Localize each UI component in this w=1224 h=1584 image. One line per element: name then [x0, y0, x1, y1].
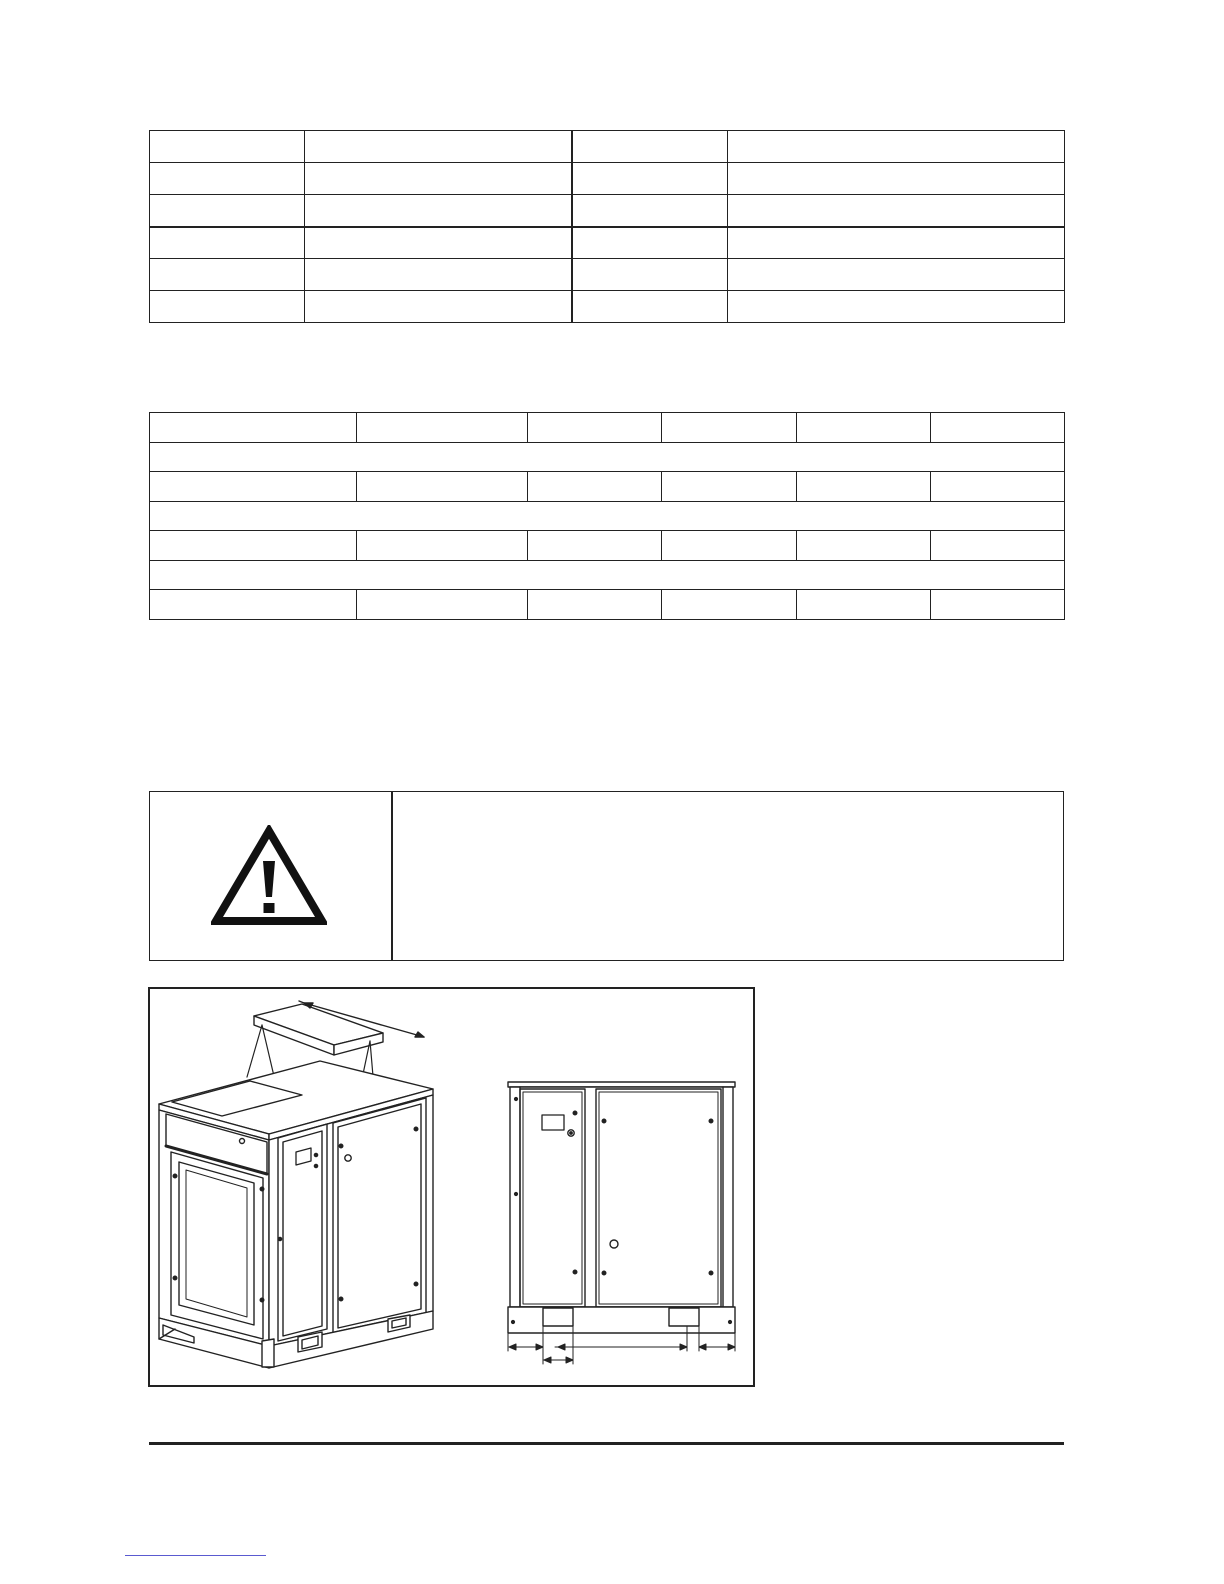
table-cell [528, 531, 662, 561]
table-cell [150, 195, 305, 227]
table-cell [357, 413, 528, 443]
table-cell [528, 472, 662, 502]
table-cell [150, 413, 357, 443]
table-row [150, 195, 1065, 227]
table-cell [572, 227, 728, 259]
table-cell [150, 131, 305, 163]
table-cell [150, 291, 305, 323]
table-cell [662, 472, 797, 502]
compressor-side-face [269, 1095, 433, 1346]
table-cell [728, 195, 1065, 227]
table-cell [305, 259, 572, 291]
table-cell [150, 163, 305, 195]
table-cell [662, 590, 797, 620]
table-cell [150, 472, 357, 502]
warning-icon-cell [150, 792, 393, 960]
table-cell [797, 472, 931, 502]
lifting-beam [254, 1004, 383, 1055]
table-cell [305, 291, 572, 323]
compressor-front-view [508, 1082, 735, 1364]
table-cell [528, 590, 662, 620]
table-row [150, 163, 1065, 195]
compressor-front-face [159, 1110, 269, 1346]
table-cell [150, 531, 357, 561]
table-cell [797, 590, 931, 620]
table-row [150, 590, 1065, 620]
table-cell [528, 413, 662, 443]
table-cell [797, 531, 931, 561]
table-cell [305, 131, 572, 163]
table-row [150, 259, 1065, 291]
table-cell [931, 531, 1065, 561]
table-cell [662, 531, 797, 561]
spec-table-2 [149, 412, 1065, 620]
table-cell [797, 413, 931, 443]
table-cell [357, 531, 528, 561]
table-cell [728, 291, 1065, 323]
table-cell [150, 590, 357, 620]
table-row [150, 131, 1065, 163]
bottom-link-underline [125, 1555, 266, 1556]
table-cell [662, 413, 797, 443]
table-row [150, 472, 1065, 502]
table-cell [728, 259, 1065, 291]
table-cell [572, 259, 728, 291]
table-row [150, 413, 1065, 443]
table-cell [357, 472, 528, 502]
table-row [150, 291, 1065, 323]
table-row [150, 531, 1065, 561]
table-cell [150, 227, 305, 259]
table-cell [572, 131, 728, 163]
table-cell [572, 195, 728, 227]
table-cell [728, 163, 1065, 195]
table-cell [357, 590, 528, 620]
table-cell [728, 227, 1065, 259]
table-cell [572, 291, 728, 323]
table-group-row [150, 560, 1065, 590]
table-group-cell [150, 442, 1065, 472]
spec-table-1 [149, 130, 1065, 323]
lifting-figure [148, 987, 755, 1387]
table-cell [931, 413, 1065, 443]
warning-triangle-icon [211, 825, 327, 927]
table-cell [931, 590, 1065, 620]
compressor-isometric-view [159, 1001, 433, 1368]
table-group-row [150, 501, 1065, 531]
table-group-cell [150, 501, 1065, 531]
table-cell [572, 163, 728, 195]
table-cell [305, 227, 572, 259]
table-cell [305, 163, 572, 195]
warning-box [149, 791, 1064, 961]
table-cell [150, 259, 305, 291]
table-row [150, 227, 1065, 259]
table-group-row [150, 442, 1065, 472]
table-group-cell [150, 560, 1065, 590]
table-cell [728, 131, 1065, 163]
footer-rule [149, 1442, 1064, 1445]
table-cell [931, 472, 1065, 502]
table-cell [305, 195, 572, 227]
